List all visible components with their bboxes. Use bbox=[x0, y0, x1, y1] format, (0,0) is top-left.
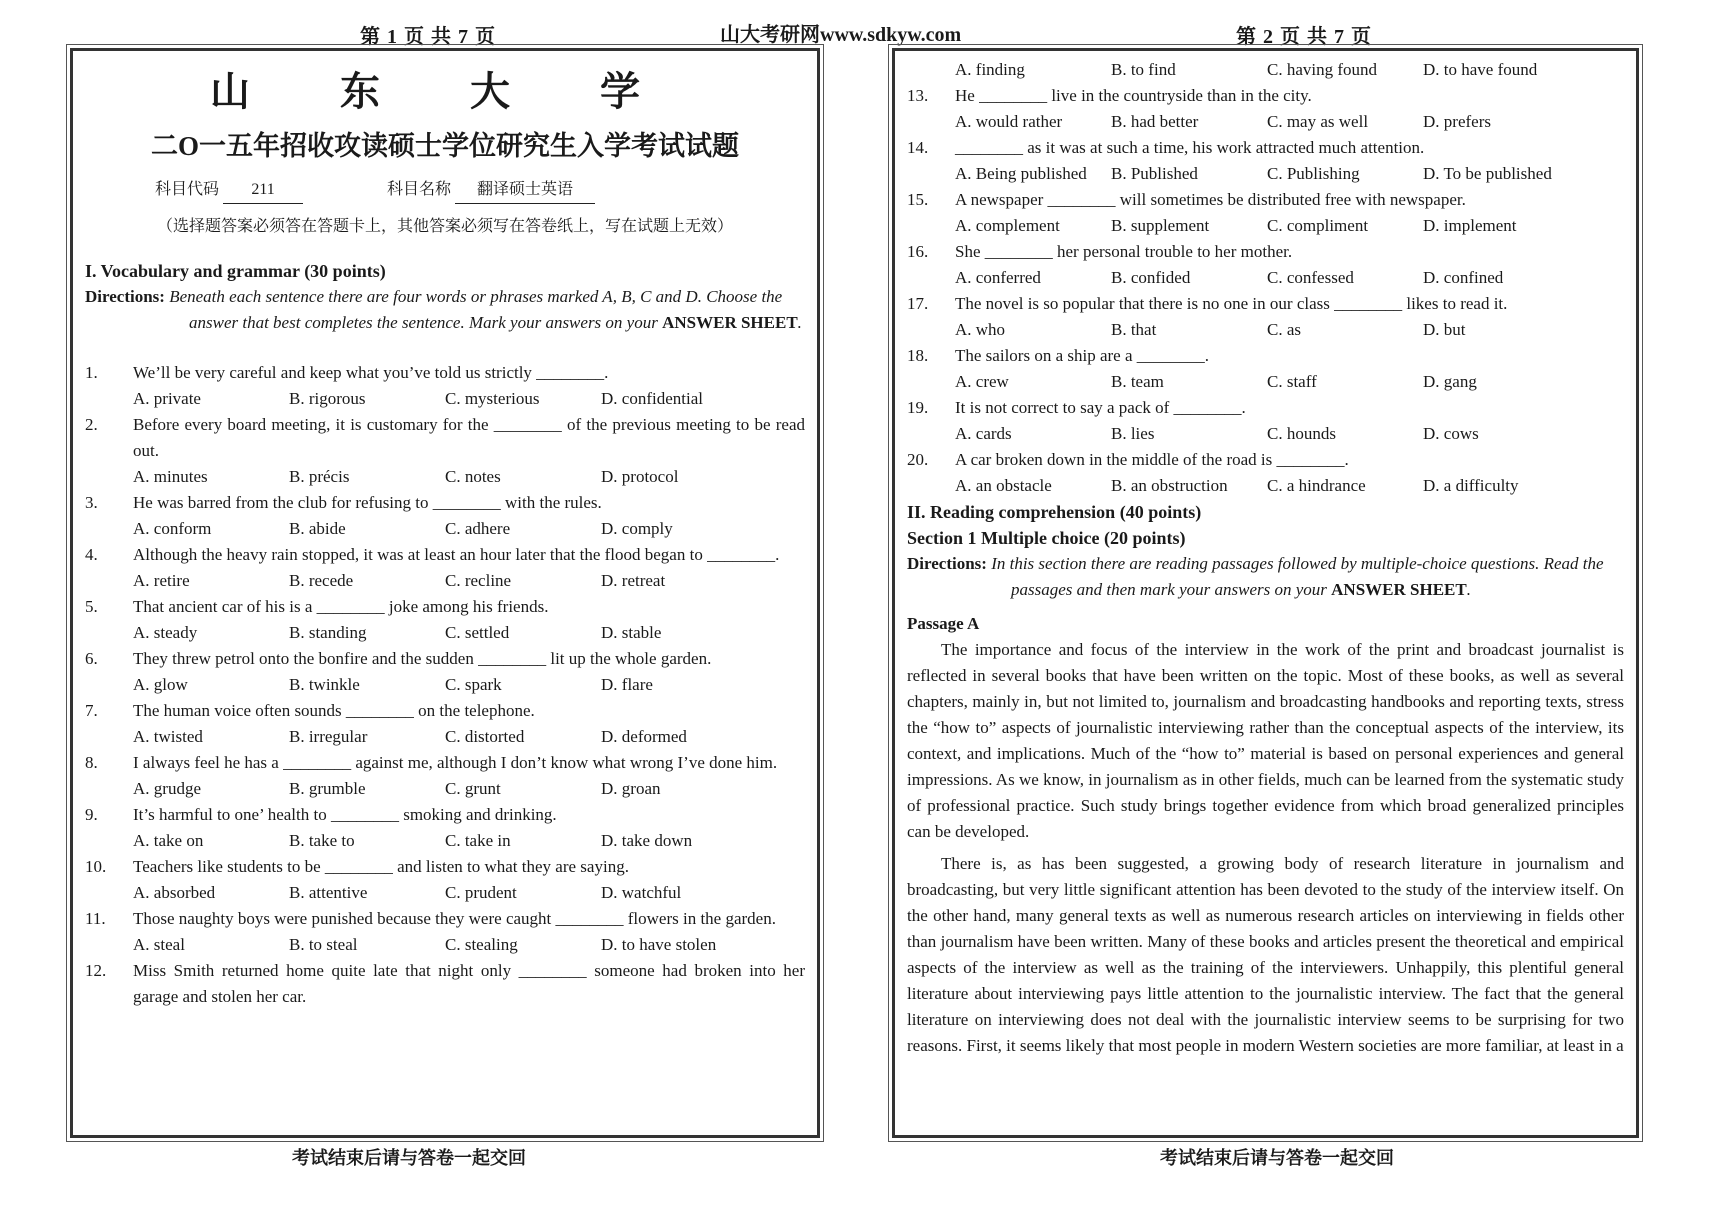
answer-option: B. had better bbox=[1111, 112, 1199, 131]
answer-option: D. retreat bbox=[601, 571, 666, 590]
part2-heading: II. Reading comprehension (40 points) bbox=[907, 502, 1202, 522]
question-2 bbox=[85, 412, 805, 464]
question-number: 14. bbox=[907, 138, 929, 157]
answer-option: A. steady bbox=[133, 623, 198, 642]
answer-option: A. twisted bbox=[133, 727, 203, 746]
answer-option: D. take down bbox=[601, 831, 693, 850]
directions-label: Directions: bbox=[85, 287, 165, 306]
answer-option: B. team bbox=[1111, 372, 1164, 391]
answer-notice: （选择题答案必须答在答题卡上，其他答案必须写在答卷纸上，写在试题上无效） bbox=[156, 218, 733, 235]
answer-option: C. adhere bbox=[445, 519, 511, 538]
answer-option: D. stable bbox=[601, 623, 662, 642]
question-list-page-1 bbox=[85, 360, 805, 1010]
answer-options bbox=[85, 880, 805, 906]
question-stem: Before every board meeting, it is customary for the ________ of the previous meeting to be read out. bbox=[133, 415, 805, 460]
question-number: 19. bbox=[907, 398, 929, 417]
answer-option: A. finding bbox=[955, 60, 1025, 79]
answer-option: C. staff bbox=[1267, 372, 1317, 391]
answer-option: A. complement bbox=[955, 216, 1060, 235]
question-6 bbox=[85, 646, 805, 672]
exam-title: 二O一五年招收攻读硕士学位研究生入学考试试题 bbox=[150, 131, 739, 161]
answer-option: C. compliment bbox=[1267, 216, 1369, 235]
question-stem: It’s harmful to one’ health to ________ smoking and drinking. bbox=[133, 805, 557, 824]
answer-option: D. but bbox=[1423, 320, 1466, 339]
answer-option: A. take on bbox=[133, 831, 204, 850]
answer-option: A. cards bbox=[955, 424, 1012, 443]
answer-options bbox=[85, 776, 805, 802]
question-16 bbox=[907, 239, 1624, 265]
answer-option: D. to have found bbox=[1423, 60, 1538, 79]
question-15 bbox=[907, 187, 1624, 213]
answer-option: B. lies bbox=[1111, 424, 1155, 443]
answer-option: C. take in bbox=[445, 831, 511, 850]
answer-option: B. to find bbox=[1111, 60, 1176, 79]
answer-option: A. conform bbox=[133, 519, 212, 538]
directions-emphasis: ANSWER SHEET bbox=[1331, 580, 1467, 599]
question-stem: He was barred from the club for refusing to ________ with the rules. bbox=[133, 493, 602, 512]
question-number: 15. bbox=[907, 190, 929, 209]
answer-option: A. crew bbox=[955, 372, 1009, 391]
answer-options bbox=[907, 213, 1624, 239]
answer-options bbox=[907, 473, 1624, 499]
answer-option: B. twinkle bbox=[289, 675, 360, 694]
answer-option: D. confidential bbox=[601, 389, 703, 408]
subject-name: 翻译硕士英语 bbox=[455, 177, 595, 204]
passage-paragraph: There is, as has been suggested, a growing body of research literature in journalism and broadcasting, but very little significant attention has been devoted to the study of the interview itself. On the other hand, many general texts as well as numerous research articles on interviewing in fields other than journalism have been written. Many of these books and articles present the theoretical and empirical aspects of the interview as well as the training of the interviewers. Unhappily, this plentiful general literature about interviewing pays little attention to the journalistic interview. The fact that the general literature on interviewing does not deal with the journalistic interview seems to be surprising for two reasons. First, it seems likely that most people in modern Western societies are more familiar, at least in a bbox=[907, 854, 1624, 1055]
passage-paragraph: The importance and focus of the interview in the work of the print and broadcast journalist is reflected in several books that have been written on the topic. Most of these books, as well as several chapters, mainly in, but not limited to, journalism and broadcasting handbooks and reporting texts, stress the “how to” aspects of journalistic interviewing rather than the conceptual aspects of the interview, its context, and implications. Much of the “how to” material is based on personal experiences and general impressions. As we know, in journalism as in other fields, much can be learned from the systematic study of professional practice. Such study brings together evidence from which broad generalized principles can be developed. bbox=[907, 640, 1624, 841]
question-number: 11. bbox=[85, 909, 106, 928]
question-stem: A car broken down in the middle of the road is ________. bbox=[955, 450, 1349, 469]
question-list-page-2 bbox=[907, 83, 1624, 499]
question-number: 2. bbox=[85, 415, 98, 434]
answer-option: C. distorted bbox=[445, 727, 525, 746]
question-stem: I always feel he has a ________ against me, although I don’t know what wrong I’ve done him. bbox=[133, 753, 778, 772]
question-12 bbox=[85, 958, 805, 1010]
answer-option: B. an obstruction bbox=[1111, 476, 1228, 495]
answer-option: D. flare bbox=[601, 675, 653, 694]
answer-options bbox=[907, 161, 1624, 187]
answer-option: D. cows bbox=[1423, 424, 1479, 443]
question-number: 7. bbox=[85, 701, 98, 720]
answer-option: C. Publishing bbox=[1267, 164, 1360, 183]
question-stem: The sailors on a ship are a ________. bbox=[955, 346, 1209, 365]
answer-option: C. stealing bbox=[445, 935, 518, 954]
question-19 bbox=[907, 395, 1624, 421]
question-1 bbox=[85, 360, 805, 386]
question-stem: Although the heavy rain stopped, it was at least an hour later that the flood began to ________. bbox=[133, 545, 780, 564]
question-stem: Teachers like students to be ________ and listen to what they are saying. bbox=[133, 857, 629, 876]
question-13 bbox=[907, 83, 1624, 109]
directions-label: Directions: bbox=[907, 554, 987, 573]
question-stem: Miss Smith returned home quite late that night only ________ someone had broken into her garage and stolen her car. bbox=[133, 961, 805, 1006]
answer-option: D. a difficulty bbox=[1423, 476, 1519, 495]
subject-code-label: 科目代码 bbox=[155, 181, 220, 198]
question-14 bbox=[907, 135, 1624, 161]
answer-options bbox=[85, 620, 805, 646]
question-stem: She ________ her personal trouble to her mother. bbox=[955, 242, 1293, 261]
question-10 bbox=[85, 854, 805, 880]
answer-option: C. may as well bbox=[1267, 112, 1369, 131]
answer-option: A. an obstacle bbox=[955, 476, 1052, 495]
answer-options bbox=[85, 724, 805, 750]
page-number-right: 第 2 页 共 7 页 bbox=[1236, 26, 1372, 48]
question-4 bbox=[85, 542, 805, 568]
answer-options bbox=[907, 317, 1624, 343]
question-18 bbox=[907, 343, 1624, 369]
answer-option: C. hounds bbox=[1267, 424, 1336, 443]
university-name: 山 东 大 学 bbox=[210, 69, 680, 114]
question-stem: He ________ live in the countryside than in the city. bbox=[955, 86, 1312, 105]
answer-option: D. deformed bbox=[601, 727, 687, 746]
page-number-left: 第 1 页 共 7 页 bbox=[360, 26, 496, 48]
question-stem: Those naughty boys were punished because they were caught ________ flowers in the garden. bbox=[133, 909, 776, 928]
site-banner: 山大考研网www.sdkyw.com bbox=[720, 24, 962, 46]
question-number: 10. bbox=[85, 857, 107, 876]
footer-note-right: 考试结束后请与答卷一起交回 bbox=[1160, 1148, 1394, 1168]
exam-page-1 bbox=[70, 48, 820, 1138]
answer-option: D. To be published bbox=[1423, 164, 1552, 183]
question-stem: A newspaper ________ will sometimes be distributed free with newspaper. bbox=[955, 190, 1466, 209]
answer-options bbox=[907, 369, 1624, 395]
answer-option: C. spark bbox=[445, 675, 502, 694]
part1-heading: I. Vocabulary and grammar (30 points) bbox=[85, 261, 386, 281]
directions-emphasis: ANSWER SHEET bbox=[662, 313, 798, 332]
answer-option: C. as bbox=[1267, 320, 1301, 339]
answer-option: B. to steal bbox=[289, 935, 358, 954]
question-3 bbox=[85, 490, 805, 516]
answer-option: A. would rather bbox=[955, 112, 1063, 131]
answer-option: A. steal bbox=[133, 935, 185, 954]
question-number: 12. bbox=[85, 961, 107, 980]
question-5 bbox=[85, 594, 805, 620]
question-number: 4. bbox=[85, 545, 98, 564]
question-stem: That ancient car of his is a ________ joke among his friends. bbox=[133, 597, 549, 616]
part1-directions: Directions: Beneath each sentence there are four words or phrases marked A, B, C and D. Choose the answer that best completes the sentence. Mark your answers on your ANSWER SHEET. bbox=[85, 287, 802, 332]
answer-option: D. groan bbox=[601, 779, 661, 798]
answer-option: D. gang bbox=[1423, 372, 1477, 391]
question-stem: The human voice often sounds ________ on the telephone. bbox=[133, 701, 535, 720]
question-number: 8. bbox=[85, 753, 98, 772]
passage-title: Passage A bbox=[907, 614, 980, 633]
answer-option: C. mysterious bbox=[445, 389, 540, 408]
answer-options bbox=[85, 568, 805, 594]
question-stem: They threw petrol onto the bonfire and the sudden ________ lit up the whole garden. bbox=[133, 649, 712, 668]
question-number: 1. bbox=[85, 363, 98, 382]
directions-text: In this section there are reading passages followed by multiple-choice questions. Read the passages and then mark your answers on your bbox=[991, 554, 1604, 599]
answer-options bbox=[85, 932, 805, 958]
answer-option: A. private bbox=[133, 389, 201, 408]
answer-option: C. a hindrance bbox=[1267, 476, 1366, 495]
subject-code: 211 bbox=[223, 177, 303, 204]
answer-option: C. notes bbox=[445, 467, 501, 486]
question-number: 9. bbox=[85, 805, 98, 824]
answer-option: C. prudent bbox=[445, 883, 517, 902]
answer-options bbox=[907, 109, 1624, 135]
answer-option: A. conferred bbox=[955, 268, 1041, 287]
answer-option: B. recede bbox=[289, 571, 354, 590]
answer-option: B. irregular bbox=[289, 727, 368, 746]
answer-option: A. minutes bbox=[133, 467, 208, 486]
answer-option: A. Being published bbox=[955, 164, 1087, 183]
answer-options bbox=[85, 672, 805, 698]
question-8 bbox=[85, 750, 805, 776]
question-7 bbox=[85, 698, 805, 724]
question-stem: The novel is so popular that there is no one in our class ________ likes to read it. bbox=[955, 294, 1508, 313]
answer-option: D. prefers bbox=[1423, 112, 1491, 131]
question-11 bbox=[85, 906, 805, 932]
answer-option: B. grumble bbox=[289, 779, 366, 798]
question-number: 16. bbox=[907, 242, 929, 261]
answer-option: B. attentive bbox=[289, 883, 368, 902]
question-number: 20. bbox=[907, 450, 929, 469]
answer-option: B. précis bbox=[289, 467, 350, 486]
answer-option: B. Published bbox=[1111, 164, 1198, 183]
answer-option: A. who bbox=[955, 320, 1006, 339]
answer-option: D. confined bbox=[1423, 268, 1504, 287]
answer-option: D. protocol bbox=[601, 467, 679, 486]
question-9 bbox=[85, 802, 805, 828]
answer-option: C. recline bbox=[445, 571, 512, 590]
answer-option: C. grunt bbox=[445, 779, 501, 798]
answer-option: C. confessed bbox=[1267, 268, 1354, 287]
answer-options bbox=[85, 828, 805, 854]
question-number: 5. bbox=[85, 597, 98, 616]
answer-option: B. that bbox=[1111, 320, 1157, 339]
question-number: 3. bbox=[85, 493, 98, 512]
answer-option: D. implement bbox=[1423, 216, 1517, 235]
footer-note-left: 考试结束后请与答卷一起交回 bbox=[292, 1148, 526, 1168]
question-stem: We’ll be very careful and keep what you’ve told us strictly ________. bbox=[133, 363, 609, 382]
question-number: 6. bbox=[85, 649, 98, 668]
exam-page-2 bbox=[892, 48, 1639, 1138]
question-17 bbox=[907, 291, 1624, 317]
subject-info bbox=[155, 177, 805, 204]
answer-option: D. to have stolen bbox=[601, 935, 717, 954]
answer-option: A. grudge bbox=[133, 779, 201, 798]
answer-option: C. settled bbox=[445, 623, 510, 642]
answer-option: A. absorbed bbox=[133, 883, 216, 902]
answer-option: A. glow bbox=[133, 675, 188, 694]
answer-option: D. comply bbox=[601, 519, 673, 538]
question-stem: It is not correct to say a pack of ________. bbox=[955, 398, 1246, 417]
answer-option: B. rigorous bbox=[289, 389, 366, 408]
answer-option: B. confided bbox=[1111, 268, 1191, 287]
part2-directions: Directions: In this section there are reading passages followed by multiple-choice questions. Read the passages and then mark your answers on your ANSWER SHEET. bbox=[907, 554, 1604, 599]
section1-heading: Section 1 Multiple choice (20 points) bbox=[907, 528, 1186, 548]
question-number: 18. bbox=[907, 346, 929, 365]
answer-options bbox=[907, 421, 1624, 447]
answer-option: C. having found bbox=[1267, 60, 1378, 79]
answer-option: A. retire bbox=[133, 571, 190, 590]
question-number: 17. bbox=[907, 294, 929, 313]
answer-option: D. watchful bbox=[601, 883, 682, 902]
answer-options bbox=[907, 265, 1624, 291]
answer-option: B. standing bbox=[289, 623, 367, 642]
question-number: 13. bbox=[907, 86, 929, 105]
q12-options bbox=[907, 57, 1624, 83]
directions-text: Beneath each sentence there are four words or phrases marked A, B, C and D. Choose the answer that best completes the sentence. Mark your answers on your bbox=[169, 287, 783, 332]
answer-options bbox=[85, 516, 805, 542]
answer-options bbox=[85, 464, 805, 490]
question-stem: ________ as it was at such a time, his work attracted much attention. bbox=[955, 138, 1425, 157]
question-20 bbox=[907, 447, 1624, 473]
subject-name-label: 科目名称 bbox=[387, 181, 452, 198]
answer-option: B. abide bbox=[289, 519, 346, 538]
answer-option: B. supplement bbox=[1111, 216, 1210, 235]
answer-option: B. take to bbox=[289, 831, 355, 850]
answer-options bbox=[85, 386, 805, 412]
